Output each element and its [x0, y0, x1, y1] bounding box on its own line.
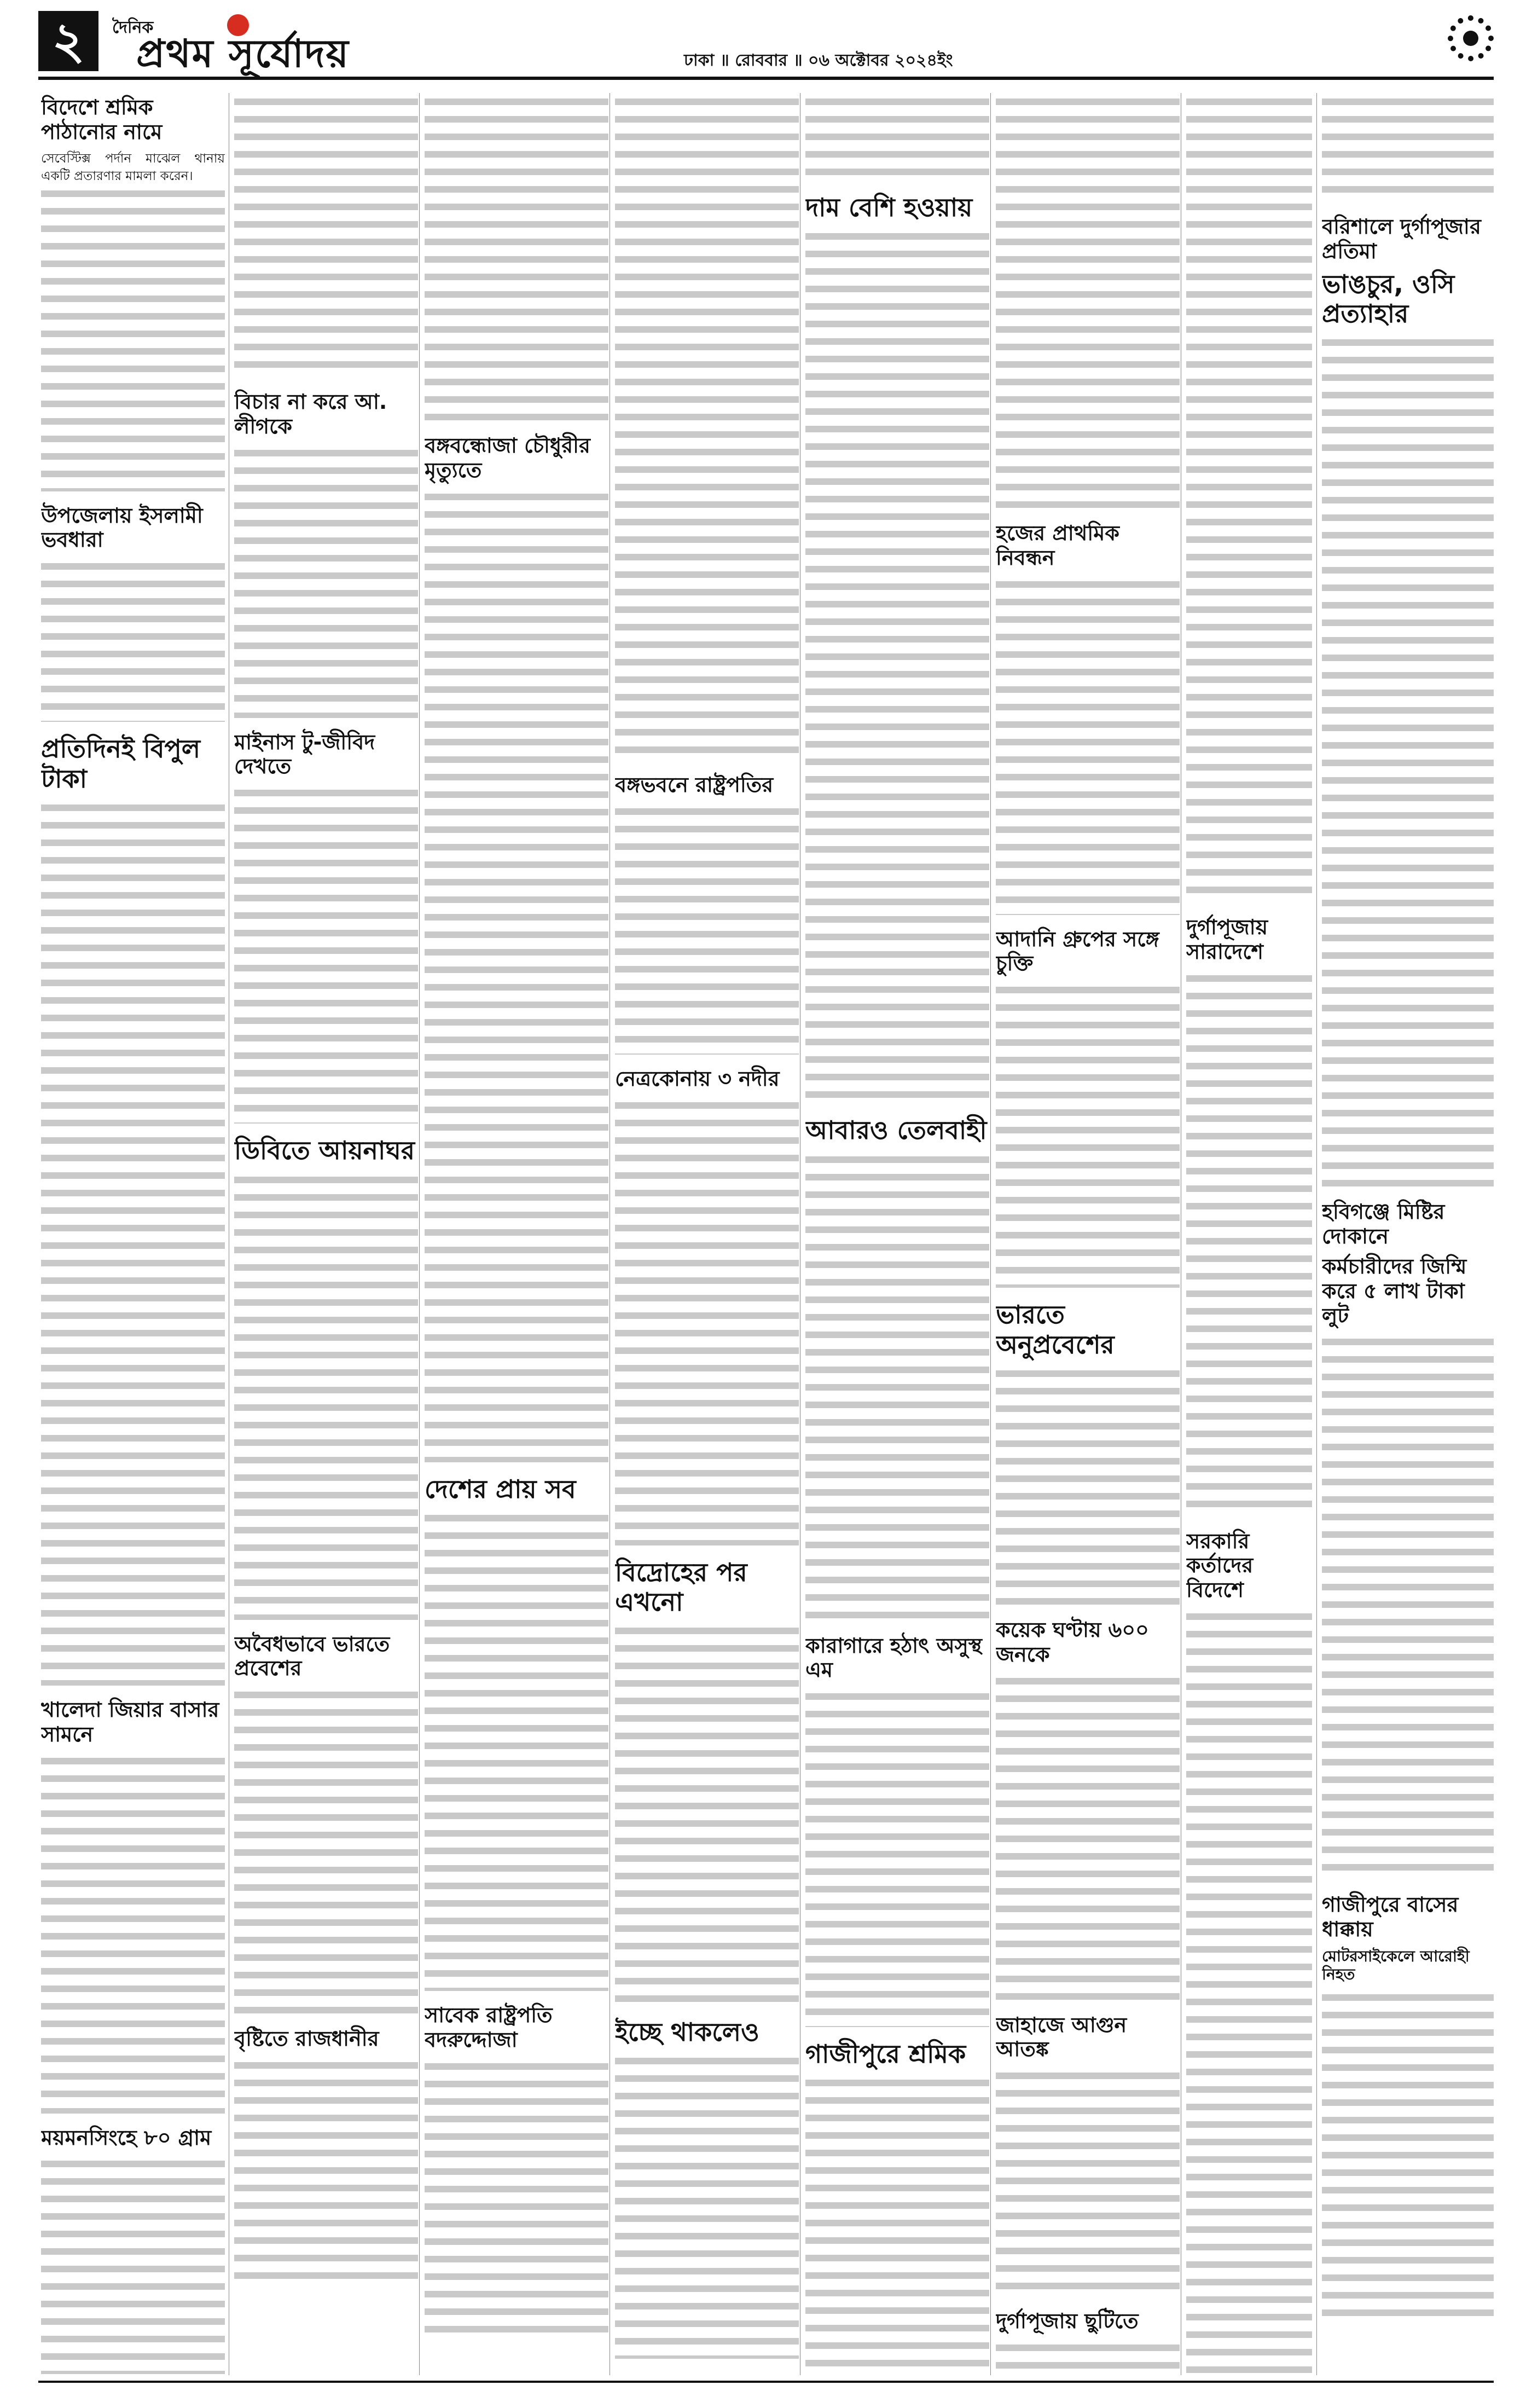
- body-text-block: [1322, 1989, 1494, 2317]
- article: [41, 1698, 225, 2114]
- article: [425, 433, 608, 1462]
- article: [41, 2126, 225, 2375]
- body-text-block: [41, 1752, 225, 2114]
- headline: দাম বেশি হওয়ায়: [805, 193, 973, 222]
- footer-rule: [38, 2381, 1494, 2383]
- newspaper-logo: [112, 13, 451, 76]
- body-text-block: [615, 2052, 799, 2359]
- headline: হবিগঞ্জে মিষ্টির দোকানে: [1322, 1200, 1445, 1249]
- article: [425, 2003, 608, 2342]
- headline: সরকারি কর্তাদের বিদেশে: [1186, 1529, 1254, 1602]
- article: [805, 2039, 989, 2375]
- article: [1322, 93, 1494, 202]
- body-text-block: [425, 1509, 608, 1991]
- headline: জাহাজে আগুন আতঙ্ক: [996, 2012, 1127, 2062]
- column-8: [1322, 93, 1494, 2375]
- headline: গাজীপুরে বাসের ধাক্কায়: [1322, 1892, 1459, 1942]
- column-5: [805, 93, 989, 2375]
- headline: প্রতিদিনই বিপুল টাকা: [41, 734, 200, 794]
- headline: ডিবিতে আয়নাঘর: [234, 1136, 415, 1166]
- headline: বিদ্রোহের পর এখনো: [615, 1557, 747, 1617]
- logo-name: প্রথম সূর্যোদয়: [136, 31, 350, 76]
- headline: বরিশালে দুর্গাপূজার প্রতিমা: [1322, 215, 1481, 263]
- body-text-block: [234, 93, 418, 378]
- body-text-block: [41, 799, 225, 1686]
- body-text-block: [234, 1686, 418, 2015]
- body-text-block: [805, 2074, 989, 2375]
- body-text-block: [1322, 93, 1494, 202]
- article: [805, 93, 989, 181]
- header-rule: [38, 77, 1494, 80]
- body-text-block: [425, 93, 608, 421]
- article: [615, 1558, 799, 2006]
- article: [234, 2027, 418, 2287]
- article: [996, 1300, 1180, 1606]
- headline: উপজেলায় ইসলামী ভবধারা: [41, 503, 203, 552]
- headline: নেত্রকোনায় ৩ নদীর: [615, 1066, 780, 1091]
- headline: খালেদা জিয়ার বাসার সামনে: [41, 1697, 219, 1746]
- column-3: [425, 93, 608, 2375]
- body-text-block: [234, 1171, 418, 1620]
- body-text-block: [1322, 334, 1494, 1188]
- headline: বঙ্গবন্ধোজা চৌধুরীর মৃত্যুতে: [425, 433, 590, 482]
- masthead: [0, 0, 1532, 82]
- article: [1322, 215, 1494, 1188]
- article: [996, 2013, 1180, 2297]
- article: [1186, 1529, 1312, 2375]
- headline: দুর্গাপূজায় ছুটিতে: [996, 2309, 1139, 2334]
- headline: ইচ্ছে থাকলেও: [615, 2017, 759, 2047]
- body-text-block: [805, 1151, 989, 1622]
- article: [1186, 93, 1312, 903]
- headline: দেশের প্রায় সব: [425, 1474, 576, 1504]
- body-text-block: [234, 444, 418, 718]
- body-text-block: [996, 2067, 1180, 2297]
- body-text-block: [234, 2057, 418, 2287]
- dateline: ঢাকা ॥ রোববার ॥ ০৬ অক্টোবর ২০২৪ইং: [684, 51, 953, 70]
- body-text-block: [615, 93, 799, 761]
- column-7: [1186, 93, 1312, 2375]
- article: [615, 93, 799, 761]
- body-text-block: [41, 185, 225, 491]
- body-text-block: [996, 93, 1180, 509]
- body-text-block: [1322, 1333, 1494, 1880]
- article: [996, 93, 1180, 509]
- sun-ornament-icon: [1448, 15, 1494, 61]
- body-text-block: [41, 2155, 225, 2374]
- headline: মাইনাস টু-জীবিদ দেখতে: [234, 730, 375, 779]
- article: [996, 2309, 1180, 2375]
- body-text-block: [425, 2058, 608, 2342]
- headline: সাবেক রাষ্ট্রপতি বদরুদ্দোজা: [425, 2002, 553, 2052]
- body-text-block: [615, 1097, 799, 1545]
- headline: কারাগারে হঠাৎ অসুস্থ এম: [805, 1633, 982, 1682]
- body-text-block: [1186, 1608, 1312, 2375]
- article: [615, 2017, 799, 2359]
- article: [234, 390, 418, 718]
- article: [996, 1618, 1180, 2001]
- article: [805, 1634, 989, 2028]
- body-text-block: [1186, 93, 1312, 903]
- body-text-block: [996, 1672, 1180, 2001]
- column-1: [41, 93, 225, 2375]
- headline: অবৈধভাবে ভারতে প্রবেশের: [234, 1631, 390, 1681]
- body-text-block: [41, 558, 225, 722]
- article: [615, 1067, 799, 1545]
- column-4: [615, 93, 799, 2375]
- headline: দুর্গাপূজায় সারাদেশে: [1186, 915, 1268, 964]
- body-text-block: [805, 1688, 989, 2027]
- body-text-block: [996, 1365, 1180, 1606]
- headline: গাজীপুরে শ্রমিক: [805, 2039, 966, 2069]
- article: [41, 503, 225, 722]
- headline: বৃষ্টিতে রাজধানীর: [234, 2027, 379, 2051]
- article: [425, 1474, 608, 1991]
- article: [1322, 1892, 1494, 2317]
- article: [996, 521, 1180, 915]
- headline: আবারও তেলবাহী: [805, 1115, 987, 1145]
- article: [805, 1115, 989, 1621]
- body-text-block: [996, 576, 1180, 915]
- headline: কয়েক ঘণ্টায় ৬০০ জনকে: [996, 1617, 1149, 1666]
- article: [234, 1632, 418, 2015]
- headline: বিদেশে শ্রমিক পাঠানোর নামে: [41, 95, 163, 144]
- column-rule: [990, 93, 991, 2375]
- article-text: সেবেস্টিক্স পর্দান মাঝেল থানায় একটি প্রতারণার মামলা করেন।: [41, 151, 225, 183]
- headline: আদানি গ্রুপের সঙ্গে চুক্তি: [996, 927, 1159, 976]
- article: [234, 1136, 418, 1619]
- headline: ভারতে অনুপ্রবেশের: [996, 1300, 1115, 1359]
- headline: কর্মচারীদের জিম্মি করে ৫ লাখ টাকা লুট: [1322, 1254, 1467, 1328]
- column-2: [234, 93, 418, 2375]
- page-number: ২: [38, 11, 98, 71]
- column-6: [996, 93, 1180, 2375]
- logo-daily: দৈনিক: [112, 18, 154, 37]
- body-text-block: [805, 93, 989, 181]
- body-text-block: [996, 2339, 1180, 2375]
- headline: ভাঙচুর, ওসি প্রত্যাহার: [1322, 269, 1455, 328]
- headline: বিচার না করে আ. লীগকে: [234, 390, 387, 438]
- body-text-block: [615, 1622, 799, 2005]
- body-text-block: [615, 803, 799, 1055]
- headline: মোটরসাইকেলে আরোহী নিহত: [1322, 1947, 1470, 1984]
- body-text-block: [425, 488, 608, 1462]
- headline: হজের প্রাথমিক নিবন্ধন: [996, 521, 1119, 570]
- article: [1322, 1200, 1494, 1880]
- headline: বঙ্গভবনে রাষ্ট্রপতির: [615, 773, 774, 797]
- column-rule: [1316, 93, 1317, 2375]
- article: [41, 95, 225, 491]
- headline: ময়মনসিংহে ৮০ গ্রাম: [41, 2125, 212, 2150]
- article: [615, 773, 799, 1055]
- article: [234, 730, 418, 1124]
- article: [805, 193, 989, 1103]
- body-text-block: [805, 228, 989, 1103]
- article: [234, 93, 418, 378]
- body-text-block: [234, 784, 418, 1124]
- body-text-block: [996, 981, 1180, 1288]
- article: [425, 93, 608, 421]
- article: [41, 734, 225, 1686]
- article: [1186, 915, 1312, 1517]
- column-rule: [419, 93, 420, 2375]
- article: [996, 927, 1180, 1288]
- body-text-block: [1186, 970, 1312, 1517]
